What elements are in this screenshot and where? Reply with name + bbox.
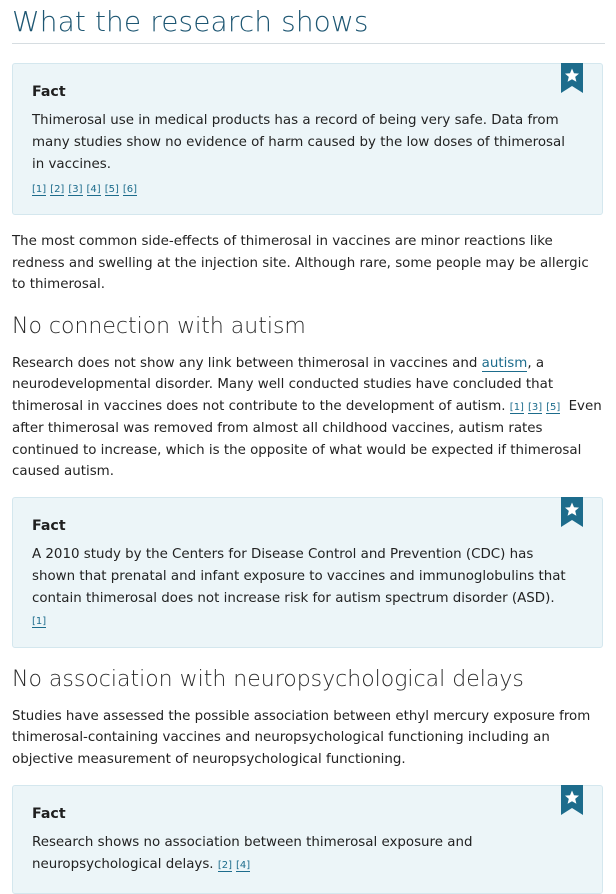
reference-link-1[interactable]: [1] xyxy=(32,615,47,627)
reference-link-4[interactable]: [4] xyxy=(236,860,251,871)
section-heading-neuropsychological: No association with neuropsychological delays xyxy=(12,666,524,692)
autism-text-middle: , a neurodevelopmental disorder. Many well conducted studies have concluded that thimerosal in vaccines does not contribute to the development of autism. xyxy=(12,355,554,414)
section-heading-autism: No connection with autism xyxy=(12,313,306,339)
reference-link-4[interactable]: [4] xyxy=(86,184,101,195)
reference-list xyxy=(32,179,572,198)
reference-link-5[interactable]: [5] xyxy=(546,401,561,413)
reference-link-5[interactable]: [5] xyxy=(104,184,119,195)
fact-box-3 xyxy=(12,785,603,894)
fact-text xyxy=(32,544,572,633)
reference-link-6[interactable]: [6] xyxy=(122,184,138,195)
reference-link-3[interactable]: [3] xyxy=(527,401,543,413)
page-title: What the research shows xyxy=(12,5,369,38)
star-bookmark-icon xyxy=(561,785,583,815)
autism-text-start: Research does not show any link between thimerosal in vaccines and xyxy=(12,355,482,371)
fact-text-body: A 2010 study by the Centers for Disease Control and Prevention (CDC) has shown that prenatal and infant exposure to vaccines and immunoglobulins that contain thimerosal does not increase risk for autism spectrum disorder (ASD). xyxy=(32,546,566,606)
reference-link-1[interactable]: [1] xyxy=(32,184,47,195)
fact-box-2 xyxy=(12,497,603,648)
autism-link[interactable]: autism xyxy=(481,355,528,371)
fact-text: Thimerosal use in medical products has a record of being very safe. Data from many studies show no evidence of harm caused by the low doses of thimerosal in vaccines. xyxy=(32,113,565,172)
fact-text xyxy=(32,832,572,877)
fact-label: Fact xyxy=(32,84,66,100)
neuropsychological-paragraph: Studies have assessed the possible association between ethyl mercury exposure from thimerosal-containing vaccines and neuropsychological functioning including an objective measurement of neuropsychological functioning. xyxy=(12,708,591,767)
reference-link-2[interactable]: [2] xyxy=(50,184,65,195)
fact-label: Fact xyxy=(32,806,66,822)
reference-link-3[interactable]: [3] xyxy=(68,184,83,195)
autism-text-end: Even after thimerosal was removed from almost all childhood vaccines, autism rates continued to increase, which is the opposite of what would be expected if thimerosal caused autism. xyxy=(12,398,602,479)
fact-label: Fact xyxy=(32,517,66,534)
fact-text-body: Research shows no association between thimerosal exposure and neuropsychological delays. xyxy=(32,835,473,872)
title-divider xyxy=(12,43,605,44)
star-bookmark-icon xyxy=(561,497,583,527)
autism-paragraph xyxy=(12,353,605,483)
star-bookmark-icon xyxy=(561,63,583,93)
side-effects-paragraph: The most common side-effects of thimerosal in vaccines are minor reactions like redness and swelling at the injection site. Although rare, some people may be allergic to thimerosal. xyxy=(12,234,589,292)
reference-link-2[interactable]: [2] xyxy=(217,860,232,871)
reference-link-1[interactable]: [1] xyxy=(509,401,524,413)
fact-box-1 xyxy=(12,63,603,215)
